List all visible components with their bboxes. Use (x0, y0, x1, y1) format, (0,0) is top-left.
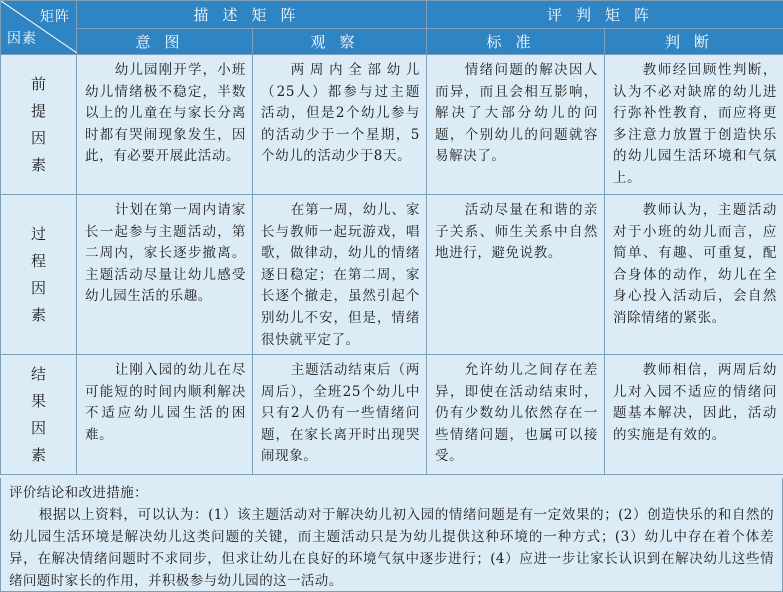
cell-premise-standard: 情绪问题的解决因人而异，而且会相互影响，解决了大部分幼儿的问题，个别幼儿的问题就容易解决了。 (427, 55, 605, 195)
corner-label-factor: 因素 (7, 31, 37, 47)
table-row-process (1, 195, 783, 355)
cell-process-standard: 活动尽量在和谐的亲子关系、师生关系中自然地进行，避免说教。 (427, 195, 605, 355)
cell-premise-observation: 两周内全部幼儿（25人）都参与过主题活动，但是2个幼儿参与的活动少于一个星期，5个幼儿的活动少于8天。 (253, 55, 427, 195)
describe-matrix-header: 描述矩阵 (77, 1, 427, 29)
table-row-result (1, 355, 783, 475)
corner-header-cell (1, 1, 77, 55)
conclusion-body: 根据以上资料，可以认为：(1）该主题活动对于解决幼儿初入园的情绪问题是有一定效果的；(2）创造快乐的和自然的幼儿园生活环境是解决幼儿这类问题的关键，而主题活动只是为幼儿提供这种环境的一种方式；(3）幼儿中存在着个体差异，在解决情绪问题时不求同步，但求让幼儿在良好的环境气氛中逐步进行；(4）应进一步让家长认识到在解决幼儿这些情绪问题时家长的作用，并积极参与幼儿园的这一活动。 (9, 507, 774, 589)
cell-premise-judgment: 教师经回顾性判断，认为不必对缺席的幼儿进行弥补性教育，而应将更多注意力放置于创造快乐的幼儿园生活环境和气氛上。 (605, 55, 783, 195)
corner-label-matrix: 矩阵 (40, 9, 70, 25)
col-header-intent: 意图 (77, 29, 253, 55)
cell-process-observation: 在第一周，幼儿、家长与教师一起玩游戏，唱歌，做律动，幼儿的情绪逐日稳定；在第二周，家长逐个撤走，虽然引起个别幼儿不安，但是，情绪很快就平定了。 (253, 195, 427, 355)
factor-label-result: 结果因素 (1, 355, 77, 475)
conclusion-section (0, 478, 783, 592)
col-header-judgment: 判断 (605, 29, 783, 55)
conclusion-heading: 评价结论和改进措施： (9, 485, 148, 501)
cell-result-observation: 主题活动结束后（两周后），全班25个幼儿中只有2人仍有一些情绪问题，在家长离开时出现哭闹现象。 (253, 355, 427, 475)
cell-result-intent: 让刚入园的幼儿在尽可能短的时间内顺利解决不适应幼儿园生活的困难。 (77, 355, 253, 475)
cell-process-intent: 计划在第一周内请家长一起参与主题活动，第二周内，家长逐步撤离。主题活动尽量让幼儿感受幼儿园生活的乐趣。 (77, 195, 253, 355)
factor-label-process: 过程因素 (1, 195, 77, 355)
col-header-observation: 观察 (253, 29, 427, 55)
cell-result-standard: 允许幼儿之间存在差异，即使在活动结束时，仍有少数幼儿依然存在一些情绪问题，也属可以接受。 (427, 355, 605, 475)
cell-premise-intent: 幼儿园刚开学，小班幼儿情绪极不稳定，半数以上的儿童在与家长分离时都有哭闹现象发生，因此，有必要开展此活动。 (77, 55, 253, 195)
cell-result-judgment: 教师相信，两周后幼儿对入园不适应的情绪问题基本解决，因此，活动的实施是有效的。 (605, 355, 783, 475)
col-header-standard: 标准 (427, 29, 605, 55)
table-row-premise (1, 55, 783, 195)
factor-label-premise: 前提因素 (1, 55, 77, 195)
judge-matrix-header: 评判矩阵 (427, 1, 783, 29)
cell-process-judgment: 教师认为，主题活动对于小班的幼儿而言，应简单、有趣、可重复，配合身体的动作，幼儿在全身心投入活动后，会自然消除情绪的紧张。 (605, 195, 783, 355)
